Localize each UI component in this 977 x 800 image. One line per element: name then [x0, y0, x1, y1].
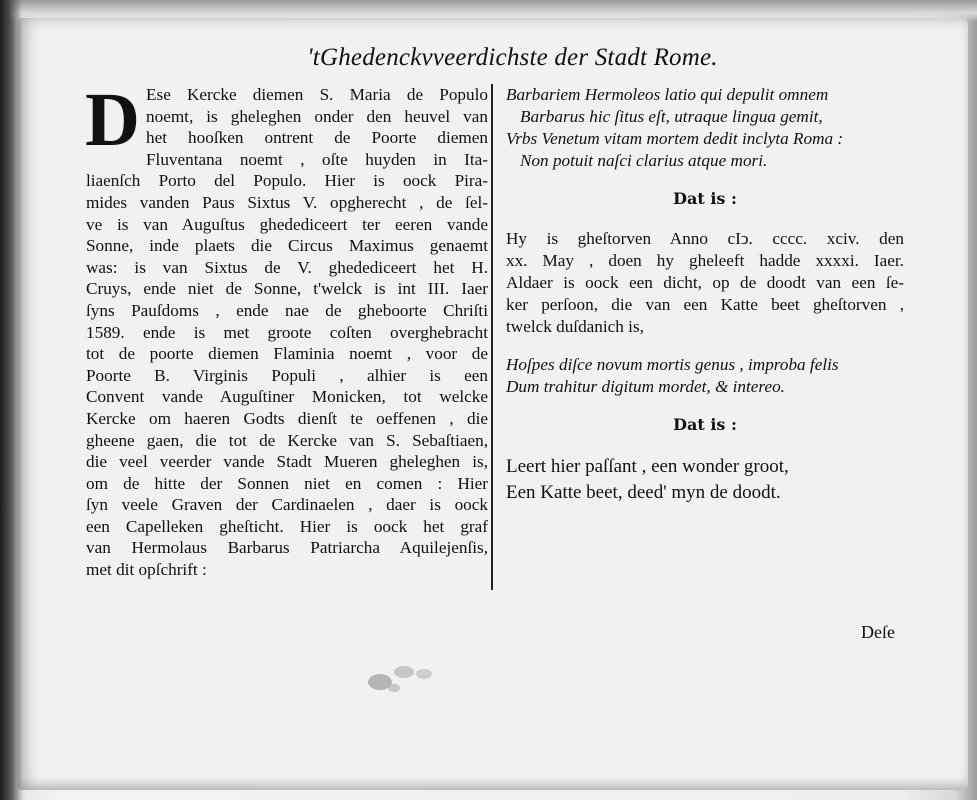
latin-line: Barbariem Hermoleos latio qui depulit omnem	[506, 85, 829, 104]
poem-line: Een Katte beet, deed' myn de doodt.	[506, 482, 781, 503]
text-line: het hooſken ontrent de Poorte diemen	[146, 128, 488, 148]
poem-line: Leert hier paſſant , een wonder groot,	[506, 456, 789, 477]
ink-smudge	[360, 662, 440, 696]
text-line: die veel veerder vande Stadt Mueren gheleghen is,	[86, 452, 488, 472]
text-line: 1589. ende is met groote coſten overghebracht	[86, 322, 488, 342]
text-line: ſyn veele Graven der Cardinaelen , daer is oock	[86, 495, 488, 515]
latin-line: Vrbs Venetum vitam mortem dedit inclyta Roma :	[506, 129, 844, 148]
text-line: Sonne, inde plaets die Circus Maximus genaemt	[86, 236, 488, 256]
section-heading: Dat is :	[673, 415, 737, 434]
latin-epitaph	[506, 84, 904, 172]
dutch-paragraph	[506, 228, 904, 338]
text-line: noemt, is gheleghen onder den heuvel van	[146, 106, 488, 126]
text-line: ſyns Pauſdoms , ende nae de gheboorte Chriſti	[86, 300, 488, 320]
text-line: om de hitte der Sonnen niet en comen : Hier	[86, 473, 488, 493]
text-line: van Hermolaus Barbarus Patriarcha Aquilejenſis,	[86, 538, 488, 558]
book-spine-shadow	[0, 0, 22, 800]
text-line: mides vanden Paus Sixtus V. opgherecht , de ſel-	[86, 192, 488, 212]
latin-line: Barbarus hic ſitus eſt, utraque lingua gemit,	[520, 107, 823, 126]
catchword: Deſe	[861, 622, 895, 642]
text-line: Poorte B. Virginis Populi , alhier is een	[86, 365, 488, 385]
text-line: ve is van Auguſtus ghededicеert ter eeren vande	[86, 214, 488, 234]
text-line: Convent vande Auguſtiner Monicken, tot welcke	[86, 387, 488, 407]
text-line: ker perſoon, die van een Katte beet gheſtorven ,	[506, 295, 904, 314]
text-line: gheene gaen, die tot de Kercke van S. Sebaſtiaen,	[86, 430, 488, 450]
text-line: liaenſch Porto del Populo. Hier is oock Pira-	[86, 171, 488, 191]
latin-line: Dum trahitur digitum mordet, & intereo.	[506, 377, 785, 396]
text-line: Ese Kercke diemen S. Maria de Populo	[146, 85, 488, 104]
latin-epigram	[506, 354, 904, 398]
text-line: xx. May , doen hy gheleeft hadde xxxxi. Iaer.	[506, 251, 904, 270]
latin-line: Non potuit naſci clarius atque mori.	[520, 151, 768, 170]
text-line: met dit opſchrift :	[86, 560, 207, 580]
latin-line: Hoſpes diſce novum mortis genus , improba felis	[506, 355, 839, 374]
text-line: Kercke om haeren Godts dienſt te oeffenen , die	[86, 408, 488, 428]
text-line: Hy is gheſtorven Anno cIↄ. cccc. xciv. den	[506, 229, 904, 248]
left-column	[85, 78, 488, 581]
text-line: Cruys, ende niet de Sonne, t'welck is int III. Iaer	[86, 279, 488, 299]
text-line: Fluventana noemt , oſte huyden in Ita-	[146, 149, 488, 169]
text-line: twelck duſdanich is,	[506, 317, 644, 336]
column-rule	[491, 84, 493, 590]
right-column	[506, 84, 904, 506]
text-line: Aldaer is oock een dicht, op de doodt van een ſe-	[506, 273, 904, 292]
dutch-poem	[506, 454, 904, 506]
text-line: een Capelleken gheſticht. Hier is oock het graf	[86, 516, 488, 536]
drop-cap: D	[85, 78, 140, 162]
section-heading: Dat is :	[673, 189, 737, 208]
text-line: was: is van Sixtus de V. ghededicеert het H.	[86, 257, 488, 277]
running-head: 'tGhedenckvveerdichste der Stadt Rome.	[307, 44, 718, 71]
text-line: tot de poorte diemen Flaminia noemt , voor de	[86, 344, 488, 364]
